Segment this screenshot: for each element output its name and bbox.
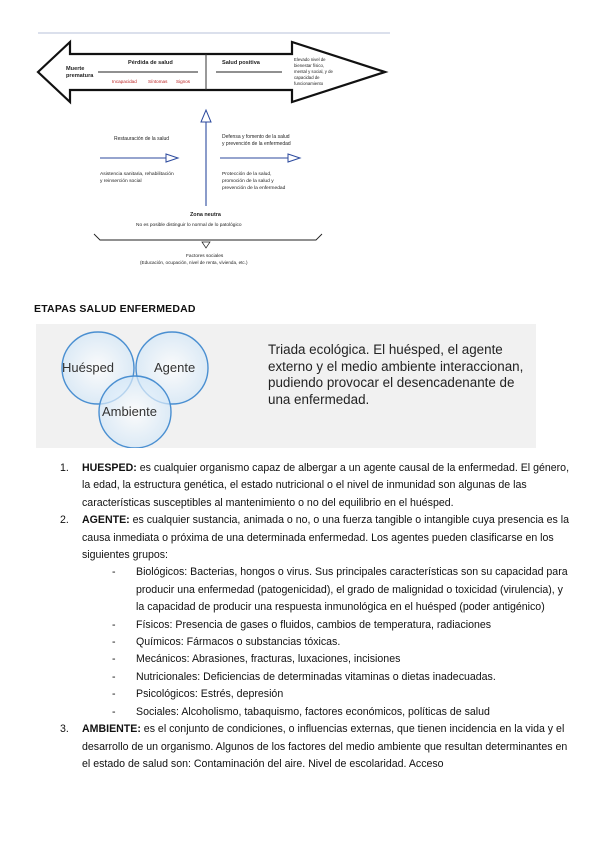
right-right-arrow-head <box>288 154 300 162</box>
loss-item-3: Signos <box>176 79 191 84</box>
social-title: Factores sociales <box>186 254 224 259</box>
list-item-agent <box>60 512 572 721</box>
list-number: 2. <box>60 514 69 527</box>
agent-circle-label: Agente <box>154 360 196 375</box>
sublist-item: - Psicológicos: Estrés, depresión <box>136 686 572 703</box>
sublist-item: - Biológicos: Bacterias, hongos o virus. Sus principales características son su capacidad para producir una enfermedad (patogenicidad), el grado de malignidad o toxicidad (virulencia), y la capacidad de producir una respuesta inmunológica en el huésped (poder antigénico) <box>136 564 572 616</box>
list-number: 3. <box>60 723 69 736</box>
item-text: es cualquier sustancia, animada o no, o una fuerza tangible o intangible cuya presencia es la causa inmediata o próxima de una determinada enfermedad. Los agentes pueden clasificarse en los siguientes grupos: <box>82 514 570 562</box>
sublist-item: - Sociales: Alcoholismo, tabaquismo, factores económicos, políticas de salud <box>136 704 572 721</box>
neutral-desc: No es posible distinguir lo normal de lo patológico <box>136 223 242 228</box>
term-host: HUESPED: <box>82 462 137 474</box>
item-text: es cualquier organismo capaz de albergar a un agente causal de la enfermedad. El género, la edad, la estructura genética, el estado nutricional o el nivel de inmunidad son algunas de las características susceptibles al mantenimiento o no del equilibrio en el huésped. <box>82 462 570 509</box>
section-title: ETAPAS SALUD ENFERMEDAD <box>34 303 196 315</box>
list-item-environment <box>60 721 572 773</box>
triad-figure <box>36 324 536 448</box>
up-arrow-head <box>201 110 211 122</box>
list-item-host <box>60 460 572 512</box>
neutral-title: Zona neutra <box>190 212 221 218</box>
main-list <box>52 460 572 773</box>
loss-item-2: Síntomas <box>148 79 168 84</box>
right-label-2: bienestar físico, <box>294 63 325 68</box>
left-right-arrow-head <box>166 154 178 162</box>
defense-label-2: y prevención de la enfermedad <box>222 141 291 147</box>
host-circle-label: Huésped <box>62 360 115 375</box>
loss-item-1: Incapacidad <box>112 79 137 84</box>
restoration-label: Restauración de la salud <box>114 136 170 142</box>
protection-label-3: prevención de la enfermedad <box>222 186 286 191</box>
positive-label: Salud positiva <box>222 60 260 66</box>
left-label-2: prematura <box>66 73 94 79</box>
sublist-item: - Químicos: Fármacos o substancias tóxicas. <box>136 634 572 651</box>
loss-label: Pérdida de salud <box>128 60 173 66</box>
term-environment: AMBIENTE: <box>82 723 141 736</box>
right-label-1: Elevado nivel de <box>294 57 326 62</box>
protection-label-2: promoción de la salud y <box>222 179 274 184</box>
agent-sublist <box>82 564 572 721</box>
protection-label-1: Protección de la salud, <box>222 172 272 177</box>
right-label-3: mental y social, y de <box>294 69 333 74</box>
body-text <box>52 460 572 773</box>
health-continuum-diagram <box>30 28 395 278</box>
sublist-item: - Nutricionales: Deficiencias de determinadas vitaminas o dietas inadecuadas. <box>136 669 572 686</box>
double-arrow-shape <box>38 42 385 102</box>
list-number: 1. <box>60 462 69 474</box>
defense-label-1: Defensa y fomento de la salud <box>222 134 290 140</box>
environment-circle-label: Ambiente <box>102 404 157 419</box>
assistance-label-1: Asistencia sanitaria, rehabilitación <box>100 172 174 177</box>
triad-caption: Triada ecológica. El huésped, el agente externo y el medio ambiente interaccionan, pudiendo provocar el desencadenante de una enfermedad. <box>268 342 524 407</box>
item-text: es el conjunto de condiciones, o influencias externas, que tienen incidencia en la vida y el desarrollo de un organismo. Algunos de los factores del medio ambiente que resultan determinantes en el estado de salud son: Contaminación del aire. Nivel de escolaridad. Acceso <box>82 723 568 770</box>
left-label-1: Muerte <box>66 66 85 72</box>
venn-diagram <box>36 324 266 448</box>
sublist-item: - Físicos: Presencia de gases o fluidos, cambios de temperatura, radiaciones <box>136 617 572 634</box>
social-bracket <box>94 234 322 240</box>
term-agent: AGENTE: <box>82 514 130 527</box>
social-desc: (Educación, ocupación, nivel de renta, vivienda, etc.) <box>140 260 248 265</box>
assistance-label-2: y reinserción social <box>100 179 142 184</box>
right-label-4: capacidad de <box>294 75 320 80</box>
right-label-5: funcionamiento <box>294 81 324 86</box>
sublist-item: - Mecánicos: Abrasiones, fracturas, luxaciones, incisiones <box>136 651 572 668</box>
